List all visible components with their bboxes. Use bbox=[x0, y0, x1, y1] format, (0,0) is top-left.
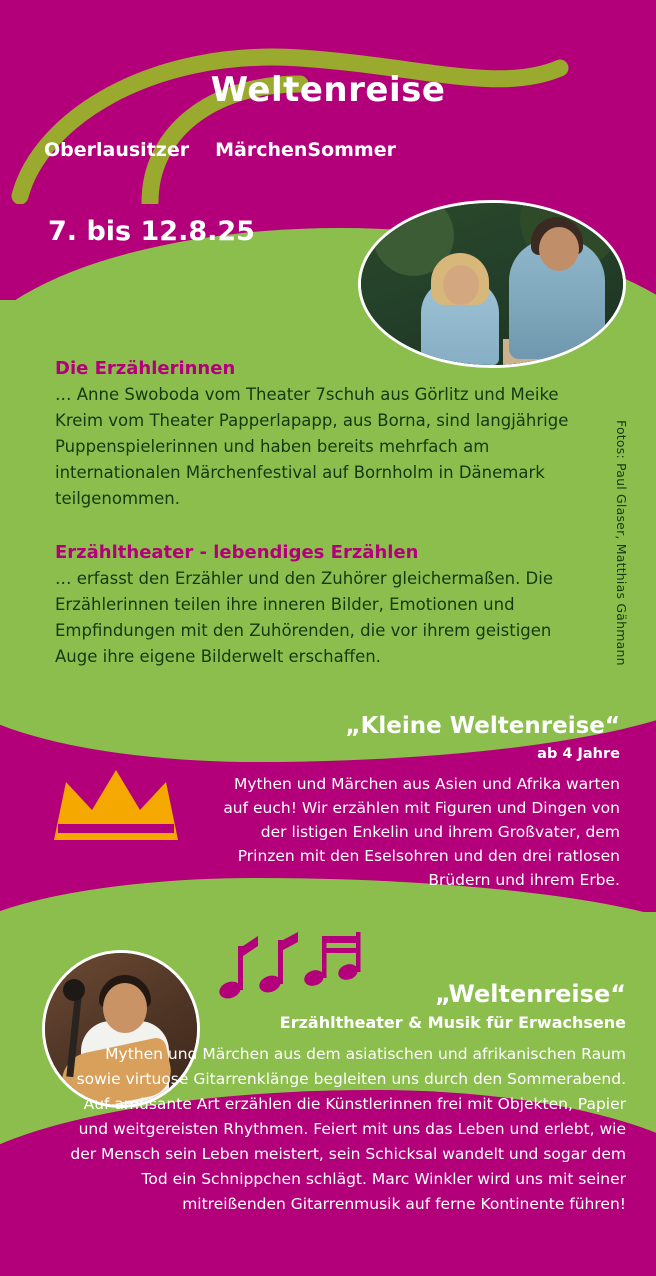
adults-show-text: Mythen und Märchen aus dem asiatischen und afrikanischen Raum sowie virtuose Gitarrenklänge begleiten uns durch den Sommerabend. Auf amüsante Art erzählen die Künstlerinnen frei mit Objekten, Papier und weitgereisten Rhythmen. Feiert mit uns das Leben und erlebt, wie der Mensch sein Leben meistert, sein Schicksal wandelt und sogar dem Tod ein Schnippchen schlägt. Marc Winkler wird uns mit seiner mitreißenden Gitarrenmusik auf ferne Kontinente führen! bbox=[70, 1045, 626, 1213]
adults-show-subtitle: Erzähltheater & Musik für Erwachsene bbox=[279, 1013, 626, 1032]
section-narrative-theatre bbox=[55, 542, 575, 670]
adults-show-title: „Weltenreise“ bbox=[435, 980, 626, 1008]
kids-show-text: Mythen und Märchen aus Asien und Afrika warten auf euch! Wir erzählen mit Figuren und Dingen von der listigen Enkelin und ihrem Großvater, dem Prinzen mit den Eselsohren und den drei ratlosen Brüdern und ihrem Erbe. bbox=[223, 775, 620, 889]
section-heading: Erzähltheater - lebendiges Erzählen bbox=[55, 542, 419, 563]
section-heading: Die Erzählerinnen bbox=[55, 358, 236, 379]
photo-woman-head bbox=[539, 227, 579, 271]
subtitle-left: Oberlausitzer bbox=[44, 139, 190, 161]
section-body: … erfasst den Erzähler und den Zuhörer gleichermaßen. Die Erzählerinnen teilen ihre inneren Bilder, Emotionen und Empfindungen mit den Zuhörenden, die vor ihrem geistigen Auge ihre eigene Bilderwelt erschaffen. bbox=[55, 569, 553, 666]
event-dates: 7. bis 12.8.25 bbox=[48, 216, 255, 247]
crown-icon bbox=[48, 762, 184, 848]
kids-show-age: ab 4 Jahre bbox=[537, 746, 620, 762]
photo-credits: Fotos: Paul Glaser, Matthias Gähmann bbox=[614, 420, 629, 666]
photo-girl-head bbox=[443, 265, 479, 305]
kids-show-title: „Kleine Weltenreise“ bbox=[345, 713, 620, 739]
page-title: Weltenreise bbox=[210, 70, 446, 110]
subtitle-right: MärchenSommer bbox=[215, 139, 396, 161]
section-storytellers bbox=[55, 358, 575, 512]
body-text-area bbox=[0, 330, 656, 700]
subtitle bbox=[44, 139, 396, 161]
section-body: … Anne Swoboda vom Theater 7schuh aus Görlitz und Meike Kreim vom Theater Papperlapapp, aus Borna, sind langjährige Puppenspielerinnen und haben bereits mehrfach am internationalen Märchenfestival auf Bornholm in Dänemark teilgenommen. bbox=[55, 385, 569, 508]
